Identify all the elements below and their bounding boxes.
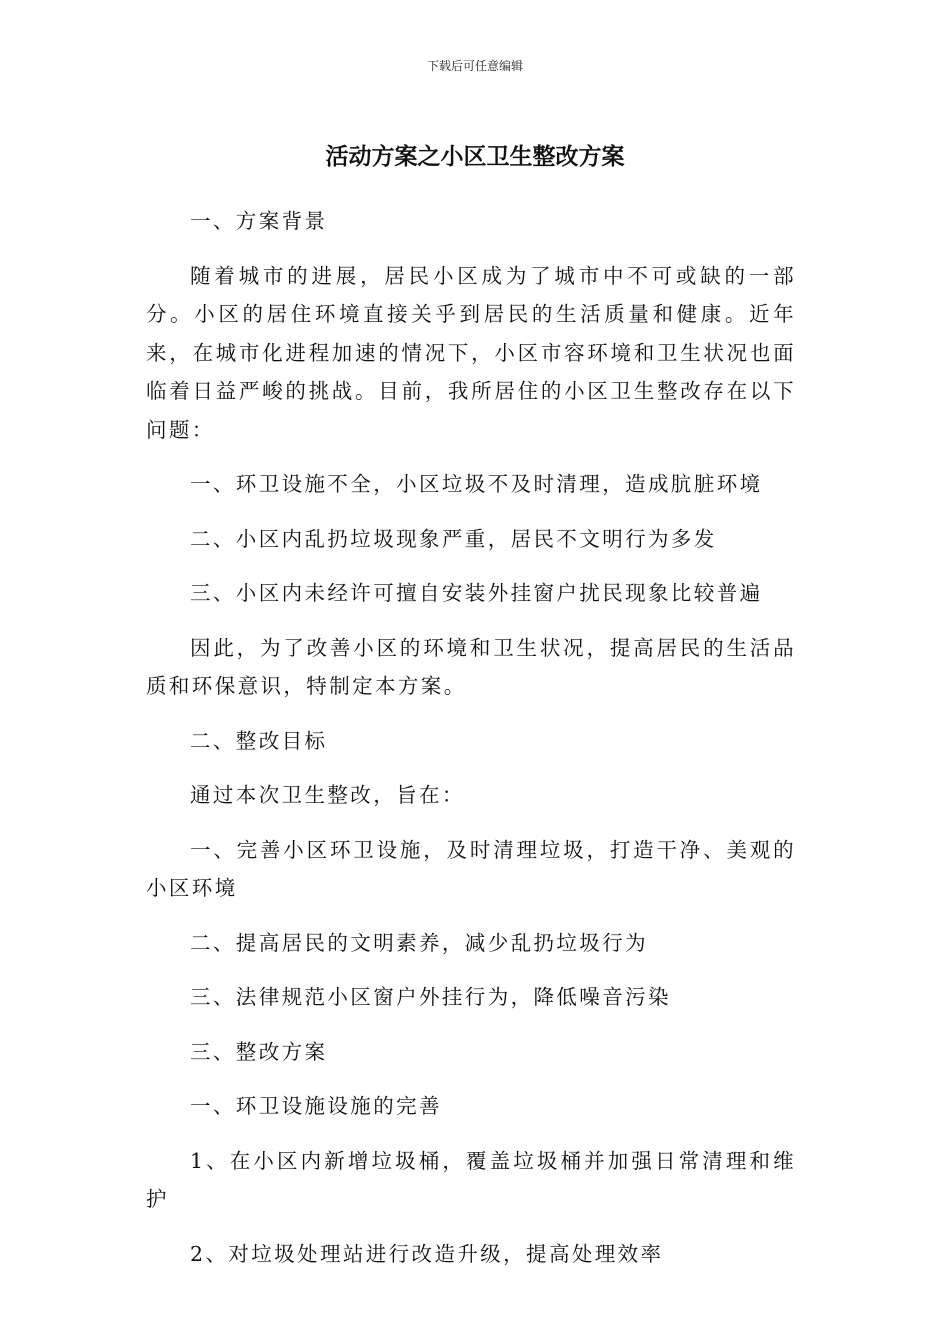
goal-item-1: 一、完善小区环卫设施，及时清理垃圾，打造干净、美观的小区环境 bbox=[146, 837, 796, 900]
section-heading-goals: 二、整改目标 bbox=[190, 728, 328, 753]
section-heading-plan: 三、整改方案 bbox=[190, 1039, 328, 1064]
problem-item-1: 一、环卫设施不全，小区垃圾不及时清理，造成肮脏环境 bbox=[190, 472, 763, 496]
problem-item-2: 二、小区内乱扔垃圾现象严重，居民不文明行为多发 bbox=[190, 526, 717, 551]
paragraph-background: 随着城市的进展，居民小区成为了城市中不可或缺的一部分。小区的居住环境直接关乎到居民的生活质量和健康。近年来，在城市化进程加速的情况下，小区市容环境和卫生状况也面临着日益严峻的挑战。目前，我所居住的小区卫生整改存在以下问题： bbox=[146, 263, 796, 442]
goal-item-2: 二、提高居民的文明素养，减少乱扔垃圾行为 bbox=[190, 930, 648, 955]
plan-step-2: 2、对垃圾处理站进行改造升级，提高处理效率 bbox=[190, 1241, 664, 1266]
document-title: 活动方案之小区卫生整改方案 bbox=[325, 144, 625, 170]
section-heading-background: 一、方案背景 bbox=[190, 209, 328, 233]
plan-step-1: 1、在小区内新增垃圾桶，覆盖垃圾桶并加强日常清理和维护 bbox=[146, 1148, 796, 1211]
document-body bbox=[146, 202, 796, 1289]
goal-item-3: 三、法律规范小区窗户外挂行为，降低噪音污染 bbox=[190, 985, 671, 1009]
paragraph-goals-intro: 通过本次卫生整改，旨在： bbox=[190, 783, 465, 807]
problem-item-3: 三、小区内未经许可擅自安装外挂窗户扰民现象比较普遍 bbox=[190, 581, 763, 605]
paragraph-purpose: 因此，为了改善小区的环境和卫生状况，提高居民的生活品质和环保意识，特制定本方案。 bbox=[146, 635, 796, 698]
header-note: 下载后可任意编辑 bbox=[426, 59, 523, 73]
plan-subheading-1: 一、环卫设施设施的完善 bbox=[190, 1094, 442, 1118]
